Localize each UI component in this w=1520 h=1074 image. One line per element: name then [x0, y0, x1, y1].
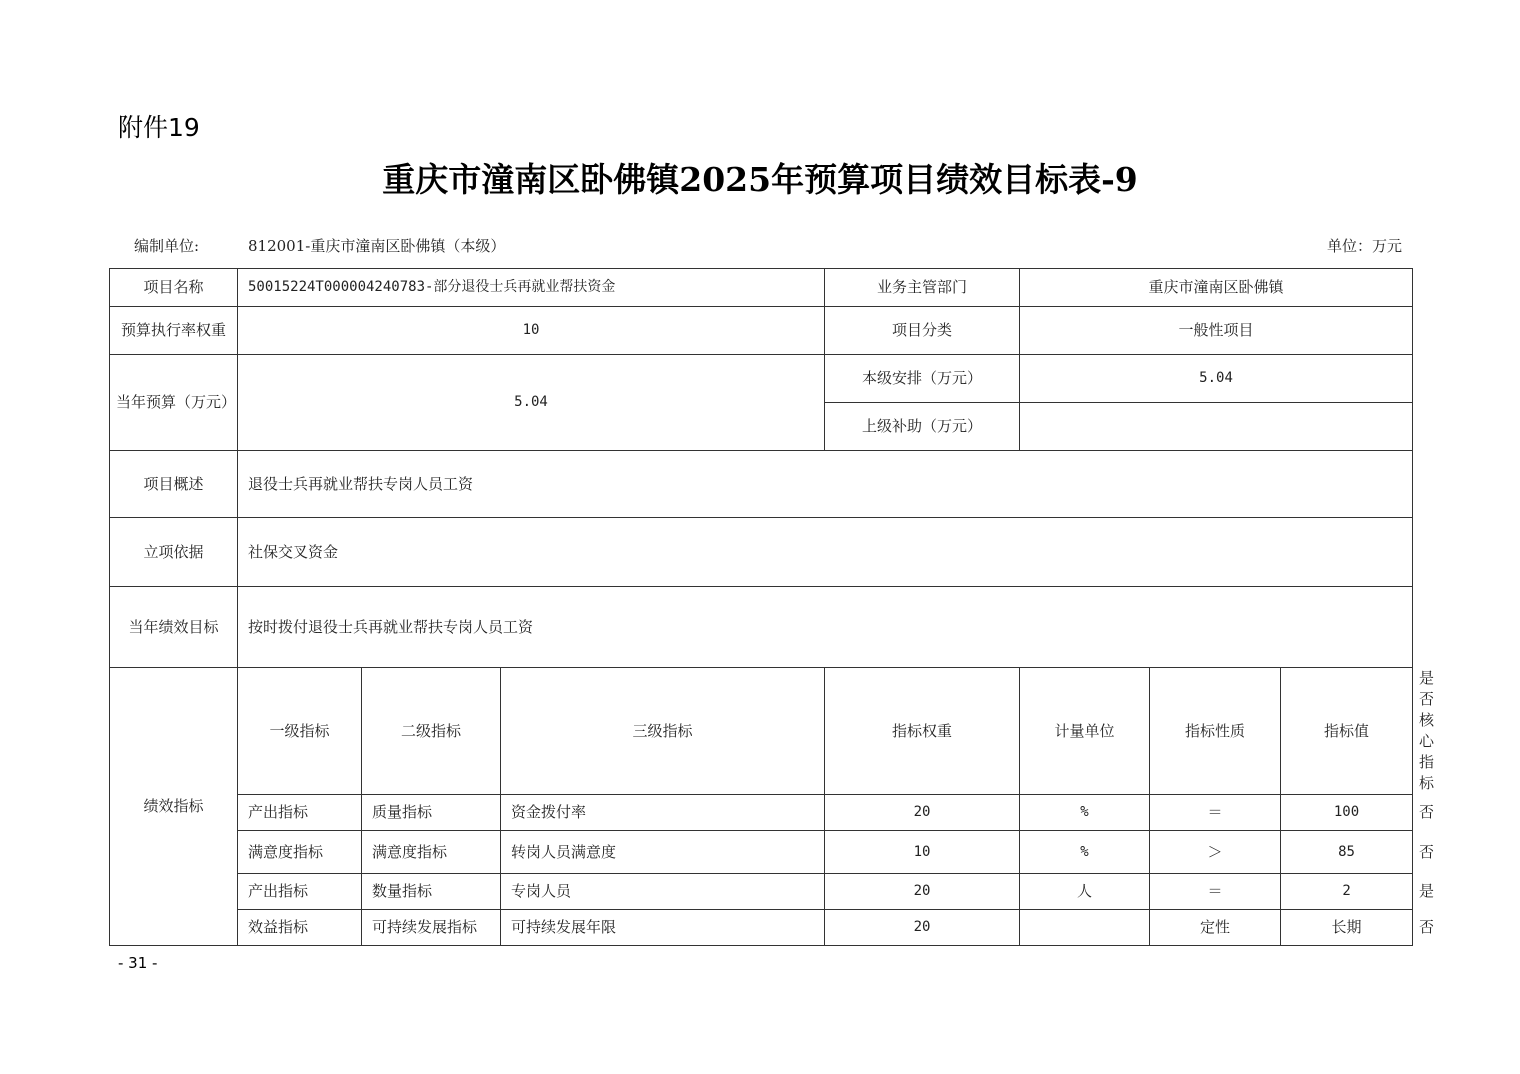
category-label: 项目分类 — [825, 307, 1020, 355]
local-budget-label: 本级安排（万元） — [825, 355, 1020, 403]
row-basis — [110, 518, 1413, 587]
exec-rate-label: 预算执行率权重 — [110, 307, 238, 355]
cell-level3: 转岗人员满意度 — [501, 831, 825, 874]
cell-level2: 数量指标 — [362, 874, 501, 910]
dept-label: 业务主管部门 — [825, 269, 1020, 307]
overview-value: 退役士兵再就业帮扶专岗人员工资 — [238, 451, 1413, 518]
cell-value: 100 — [1281, 795, 1413, 831]
cell-unit — [1020, 910, 1150, 946]
row-budget — [110, 355, 1413, 403]
cell-weight: 10 — [825, 831, 1020, 874]
upper-subsidy-value — [1020, 403, 1413, 451]
page-number: - 31 - — [118, 954, 158, 972]
cell-value: 长期 — [1281, 910, 1413, 946]
local-budget-value: 5.04 — [1020, 355, 1413, 403]
cell-level1: 效益指标 — [238, 910, 362, 946]
cell-level2: 质量指标 — [362, 795, 501, 831]
performance-table — [109, 268, 1435, 946]
cell-nature: ＝ — [1150, 795, 1281, 831]
basis-value: 社保交叉资金 — [238, 518, 1413, 587]
cell-level3: 资金拨付率 — [501, 795, 825, 831]
row-exec-rate — [110, 307, 1413, 355]
overview-label: 项目概述 — [110, 451, 238, 518]
cell-level3: 可持续发展年限 — [501, 910, 825, 946]
compiling-unit-label: 编制单位: — [134, 237, 200, 255]
header-level2: 二级指标 — [362, 668, 501, 795]
indicator-row: 产出指标 数量指标 专岗人员 20 人 ＝ 2 是 — [110, 874, 1413, 910]
cell-weight: 20 — [825, 910, 1020, 946]
compiling-unit-value: 812001-重庆市潼南区卧佛镇（本级） — [248, 237, 506, 255]
header-value: 指标值 — [1281, 668, 1413, 795]
row-overview — [110, 451, 1413, 518]
cell-level1: 产出指标 — [238, 795, 362, 831]
cell-unit: % — [1020, 795, 1150, 831]
cell-unit: 人 — [1020, 874, 1150, 910]
goal-value: 按时拨付退役士兵再就业帮扶专岗人员工资 — [238, 587, 1413, 668]
cell-unit: % — [1020, 831, 1150, 874]
indicator-row: 产出指标 质量指标 资金拨付率 20 % ＝ 100 否 — [110, 795, 1413, 831]
category-value: 一般性项目 — [1020, 307, 1413, 355]
upper-subsidy-label: 上级补助（万元） — [825, 403, 1020, 451]
cell-level3: 专岗人员 — [501, 874, 825, 910]
row-goal — [110, 587, 1413, 668]
cell-weight: 20 — [825, 874, 1020, 910]
header-unit: 计量单位 — [1020, 668, 1150, 795]
money-unit: 单位：万元 — [1326, 237, 1402, 255]
project-name-label: 项目名称 — [110, 269, 238, 307]
cell-level1: 满意度指标 — [238, 831, 362, 874]
header-weight: 指标权重 — [825, 668, 1020, 795]
cell-level2: 满意度指标 — [362, 831, 501, 874]
dept-value: 重庆市潼南区卧佛镇 — [1020, 269, 1413, 307]
attachment-label: 附件19 — [118, 113, 200, 142]
page-title: 重庆市潼南区卧佛镇2025年预算项目绩效目标表-9 — [382, 160, 1138, 199]
row-project-name — [110, 269, 1413, 307]
cell-level1: 产出指标 — [238, 874, 362, 910]
budget-value: 5.04 — [238, 355, 825, 451]
exec-rate-value: 10 — [238, 307, 825, 355]
header-level1: 一级指标 — [238, 668, 362, 795]
indicator-row: 效益指标 可持续发展指标 可持续发展年限 20 定性 长期 否 — [110, 910, 1413, 946]
basis-label: 立项依据 — [110, 518, 238, 587]
indicator-header-row: 绩效指标 一级指标 二级指标 三级指标 指标权重 计量单位 指标性质 指标值 是否核心指标 — [110, 668, 1413, 795]
cell-value: 85 — [1281, 831, 1413, 874]
header-level3: 三级指标 — [501, 668, 825, 795]
indicator-row: 满意度指标 满意度指标 转岗人员满意度 10 % ＞ 85 否 — [110, 831, 1413, 874]
cell-nature: 定性 — [1150, 910, 1281, 946]
cell-level2: 可持续发展指标 — [362, 910, 501, 946]
cell-value: 2 — [1281, 874, 1413, 910]
header-nature: 指标性质 — [1150, 668, 1281, 795]
budget-label: 当年预算（万元） — [110, 355, 238, 451]
indicator-label: 绩效指标 — [110, 668, 238, 946]
cell-weight: 20 — [825, 795, 1020, 831]
cell-nature: ＝ — [1150, 874, 1281, 910]
cell-nature: ＞ — [1150, 831, 1281, 874]
goal-label: 当年绩效目标 — [110, 587, 238, 668]
project-name-value: 50015224T000004240783-部分退役士兵再就业帮扶资金 — [238, 269, 825, 307]
